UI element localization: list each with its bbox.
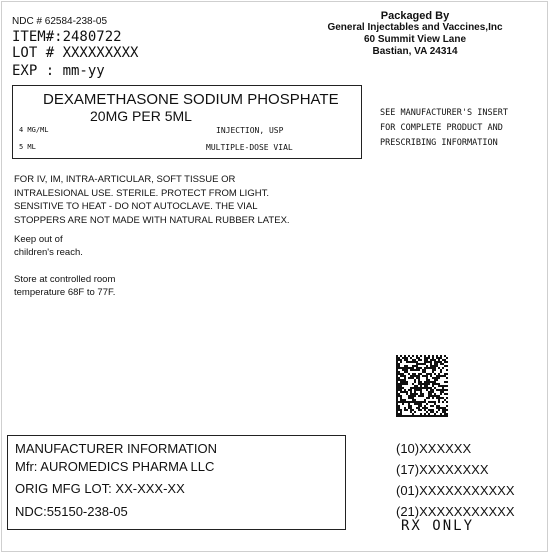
insert-note-line3: PRESCRIBING INFORMATION [380,138,498,148]
code-field-21: (21)XXXXXXXXXXX [396,504,515,519]
insert-note-line1: SEE MANUFACTURER'S INSERT [380,108,508,118]
warning-line4: STOPPERS ARE NOT MADE WITH NATURAL RUBBER LATEX. [14,214,290,226]
product-concentration: 4 MG/ML [19,126,49,134]
product-volume: 5 ML [19,143,36,151]
usage-warnings [14,173,290,227]
insert-note-line2: FOR COMPLETE PRODUCT AND [380,123,503,133]
header-expiration: EXP : mm-yy [12,63,105,79]
keep-out-line2: children's reach. [14,247,83,258]
code-field-01: (01)XXXXXXXXXXX [396,483,515,498]
rx-only: RX ONLY [401,518,475,534]
keep-out-line1: Keep out of [14,234,63,245]
code-field-17: (17)XXXXXXXX [396,462,489,477]
product-strength: 20MG PER 5ML [90,108,192,124]
header-item-number: ITEM#:2480722 [12,29,122,45]
product-form: INJECTION, USP [216,126,284,135]
warning-line3: SENSITIVE TO HEAT - DO NOT AUTOCLAVE. THE VIAL [14,201,258,212]
manufacturer-title: MANUFACTURER INFORMATION [15,441,217,456]
product-container: MULTIPLE-DOSE VIAL [206,143,293,152]
packager-address-line1: 60 Summit View Lane [363,34,467,45]
manufacturer-name: Mfr: AUROMEDICS PHARMA LLC [15,459,215,474]
keep-out-note [14,233,83,259]
product-box [12,85,362,159]
product-name: DEXAMETHASONE SODIUM PHOSPHATE [43,91,339,108]
header-lot-number: LOT # XXXXXXXXX [12,45,139,61]
manufacturer-ndc: NDC:55150-238-05 [15,504,128,519]
packager-title: Packaged By [380,10,450,22]
storage-line2: temperature 68F to 77F. [14,287,116,298]
insert-note [380,106,508,151]
packager-address-line2: Bastian, VA 24314 [372,46,458,57]
header-ndc: NDC # 62584-238-05 [12,16,108,27]
barcode-fields [396,438,515,522]
storage-line1: Store at controlled room [14,274,116,285]
packager-block [300,10,530,58]
code-field-10: (10)XXXXXX [396,441,472,456]
warning-line1: FOR IV, IM, INTRA-ARTICULAR, SOFT TISSUE OR [14,174,236,185]
storage-note [14,273,115,299]
datamatrix-barcode-icon [396,355,448,417]
packager-name: General Injectables and Vaccines,Inc [327,22,503,33]
manufacturer-box [7,435,346,530]
warning-line2: INTRALESIONAL USE. STERILE. PROTECT FROM LIGHT. [14,187,269,199]
manufacturer-orig-lot: ORIG MFG LOT: XX-XXX-XX [15,481,185,496]
